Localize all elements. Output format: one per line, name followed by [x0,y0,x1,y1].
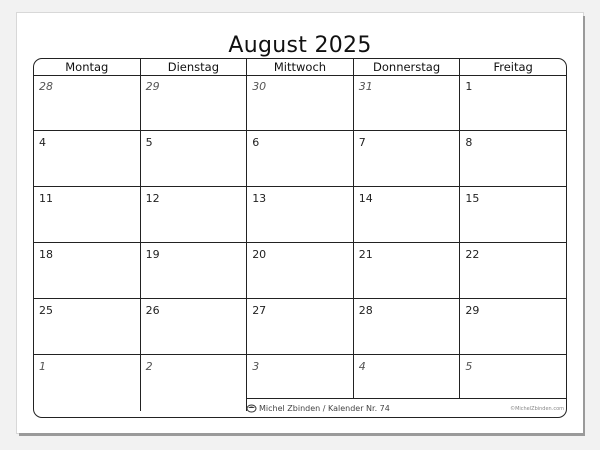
week-row [34,299,566,355]
weekday-label: Dienstag [141,59,248,75]
day-number: 29 [465,304,480,317]
day-number: 2 [145,360,153,373]
weekday-label: Mittwoch [247,59,354,75]
day-number: 26 [145,304,160,317]
day-number: 11 [39,192,53,205]
day-number: 18 [39,248,53,261]
day-number: 28 [358,304,373,317]
weekday-label: Freitag [493,60,533,74]
day-number: 4 [39,136,46,149]
day-cell[interactable] [354,131,461,187]
day-cell[interactable] [141,243,248,299]
day-number: 25 [39,304,53,317]
week-row [34,187,566,243]
day-cell[interactable] [354,299,461,355]
day-cell[interactable] [460,131,566,187]
day-number: 31 [358,80,373,93]
day-cell[interactable] [34,187,141,243]
day-cell[interactable] [247,131,354,187]
week-row [34,243,566,299]
day-cell[interactable] [460,243,566,299]
day-cell[interactable] [141,75,248,131]
day-number: 19 [145,248,160,261]
week-row [34,355,566,411]
day-number: 1 [39,360,46,373]
day-cell[interactable] [141,355,248,411]
day-cell[interactable] [34,355,141,411]
calendar-title: August 2025 [228,33,372,58]
day-cell[interactable] [354,75,461,131]
day-number: 13 [252,192,267,205]
day-cell[interactable] [247,299,354,355]
day-cell[interactable] [247,187,354,243]
day-number: 4 [358,360,366,373]
day-cell[interactable] [460,75,566,131]
day-number: 27 [252,304,267,317]
day-number: 1 [465,80,473,93]
day-number: 28 [39,80,53,93]
day-number: 14 [358,192,373,205]
day-cell[interactable] [247,355,354,399]
day-number: 22 [465,248,480,261]
day-cell[interactable] [247,243,354,299]
day-number: 5 [145,136,153,149]
day-cell[interactable] [34,75,141,131]
day-cell[interactable] [460,355,566,399]
weekday-label: Donnerstag [354,59,461,75]
day-number: 20 [252,248,267,261]
week-row [34,131,566,187]
footer-site: ©MichelZbinden.com [510,406,564,412]
day-number: 8 [465,136,473,149]
day-cell[interactable] [34,131,141,187]
author-logo-icon [246,404,257,413]
day-cell[interactable] [354,187,461,243]
calendar-footer [246,404,566,416]
day-cell[interactable] [460,299,566,355]
day-cell[interactable] [354,355,461,399]
day-cell[interactable] [141,187,248,243]
day-cell[interactable] [141,299,248,355]
day-number: 21 [358,248,373,261]
day-cell[interactable] [34,299,141,355]
day-number: 30 [252,80,267,93]
calendar-sheet [17,13,583,433]
day-number: 5 [465,360,473,373]
day-cell[interactable] [354,243,461,299]
day-number: 7 [358,136,366,149]
day-number: 15 [465,192,480,205]
day-cell[interactable] [460,187,566,243]
day-cell[interactable] [247,75,354,131]
day-cell[interactable] [141,131,248,187]
week-row [34,75,566,131]
day-number: 29 [145,80,160,93]
day-number: 12 [145,192,160,205]
weekday-label: Montag [34,59,141,75]
day-cell[interactable] [34,243,141,299]
footer-credit: Michel Zbinden / Kalender Nr. 74 [259,404,390,413]
day-number: 3 [252,360,260,373]
day-number: 6 [252,136,260,149]
calendar-grid [33,58,567,418]
weekday-header [34,59,566,76]
